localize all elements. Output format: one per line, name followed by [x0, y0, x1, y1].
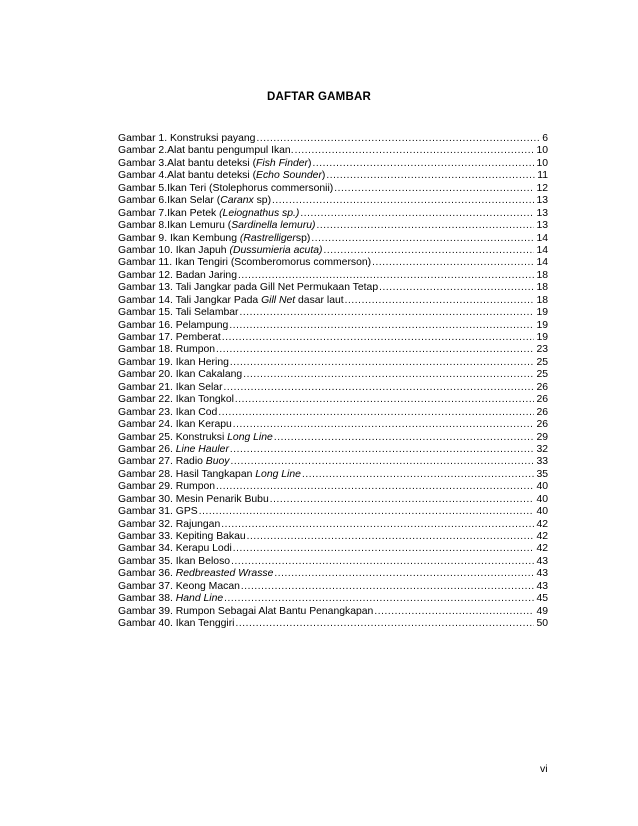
toc-entry-label-text: Gambar 21. Ikan Selar [118, 381, 223, 393]
toc-entry[interactable] [118, 320, 548, 332]
toc-entry-label-italic: (Rastrelliger [239, 232, 296, 244]
toc-entry-label-text: Gambar 17. Pemberat [118, 332, 221, 343]
toc-dot-leader [256, 133, 540, 145]
toc-entry-label [118, 295, 344, 307]
toc-dot-leader [235, 394, 535, 406]
toc-entry-label-text: Gambar 32. Rajungan [118, 518, 221, 530]
toc-entry-page: 42 [536, 518, 548, 530]
toc-dot-leader [199, 506, 535, 518]
toc-entry-label [118, 245, 322, 257]
toc-entry-label [118, 394, 234, 406]
toc-entry-label [118, 506, 198, 518]
toc-dot-leader [334, 183, 534, 195]
toc-entry-page: 26 [536, 419, 548, 431]
toc-entry-label [118, 469, 301, 481]
toc-entry[interactable] [118, 606, 548, 618]
toc-entry-label-italic: Buoy [205, 456, 230, 468]
toc-entry[interactable] [118, 344, 548, 356]
toc-entry-label [118, 618, 234, 630]
toc-dot-leader [224, 382, 535, 394]
toc-entry-label [118, 581, 240, 593]
toc-entry-label [118, 543, 232, 555]
toc-entry-page: 43 [536, 580, 548, 592]
toc-entry-page: 13 [536, 207, 548, 219]
toc-entry[interactable] [118, 145, 548, 157]
toc-entry-label [118, 208, 299, 220]
toc-entry[interactable] [118, 282, 548, 294]
toc-entry-label [118, 257, 371, 269]
toc-entry[interactable] [118, 456, 548, 468]
toc-entry-page: 14 [536, 232, 548, 244]
toc-entry[interactable] [118, 556, 548, 568]
toc-entry-label-italic: (Leiognathus sp.) [219, 207, 300, 219]
toc-entry[interactable] [118, 618, 548, 630]
toc-entry[interactable] [118, 270, 548, 282]
toc-entry-page: 45 [536, 593, 548, 605]
toc-entry-label-text: ) [321, 170, 326, 182]
toc-entry[interactable] [118, 357, 548, 369]
toc-entry-label-text: Gambar 4.Alat bantu deteksi ( [118, 170, 257, 182]
toc-dot-leader [274, 568, 534, 580]
toc-entry[interactable] [118, 208, 548, 220]
toc-entry-label [118, 332, 221, 344]
toc-entry-page: 19 [536, 307, 548, 319]
toc-dot-leader [235, 618, 534, 630]
toc-entry[interactable] [118, 295, 548, 307]
toc-entry-label [118, 357, 229, 369]
toc-entry-label [118, 320, 228, 332]
toc-dot-leader [323, 245, 534, 257]
toc-entry-page: 19 [536, 319, 548, 331]
toc-dot-leader [274, 432, 535, 444]
toc-entry[interactable] [118, 307, 548, 319]
toc-entry-label-text: Gambar 10. Ikan Japuh [118, 244, 230, 256]
toc-entry-label-text: Gambar 19. Ikan Hering [118, 356, 229, 368]
toc-entry-page: 19 [536, 332, 548, 343]
toc-entry-page: 50 [536, 618, 548, 630]
toc-entry-page: 32 [536, 443, 548, 455]
toc-entry-label [118, 145, 294, 157]
toc-entry-label-italic: (Dussumieria acuta) [229, 244, 323, 256]
toc-entry-page: 18 [536, 269, 548, 281]
toc-entry[interactable] [118, 332, 548, 344]
toc-dot-leader [295, 145, 535, 157]
toc-entry-page: 42 [536, 543, 548, 555]
toc-dot-leader [241, 581, 535, 593]
toc-entry-label [118, 183, 333, 195]
toc-entry-label [118, 419, 232, 431]
toc-entry-label-text: Gambar 25. Konstruksi [118, 431, 228, 443]
toc-entry-label-text: Gambar 7.Ikan Petek [118, 207, 220, 219]
toc-entry-label-italic: Hand Line [175, 593, 224, 605]
toc-entry[interactable] [118, 581, 548, 593]
toc-entry-label-text: Gambar 33. Kepiting Bakau [118, 531, 246, 542]
toc-entry-label [118, 344, 215, 356]
toc-entry-label-text: Gambar 3.Alat bantu deteksi ( [118, 157, 257, 169]
toc-dot-leader [229, 320, 534, 332]
toc-entry-label-text: Gambar 38. [118, 593, 176, 605]
toc-entry-page: 18 [536, 294, 548, 306]
toc-entry-label-italic: Redbreasted Wrasse [175, 568, 274, 580]
toc-entry-page: 26 [536, 394, 548, 406]
toc-entry-page: 42 [536, 531, 548, 542]
toc-entry-label-text: Gambar 23. Ikan Cod [118, 406, 218, 418]
toc-entry-page: 29 [536, 431, 548, 443]
toc-dot-leader [272, 195, 534, 207]
toc-entry-page: 14 [536, 244, 548, 256]
toc-dot-leader [374, 606, 534, 618]
toc-entry-label-text: Gambar 28. Hasil Tangkapan [118, 468, 256, 480]
toc-dot-leader [300, 208, 534, 220]
toc-entry[interactable] [118, 394, 548, 406]
toc-entry-label-text: Gambar 29. Rumpon [118, 481, 216, 493]
toc-entry-label [118, 195, 271, 207]
toc-dot-leader [243, 369, 534, 381]
toc-entry[interactable] [118, 220, 548, 232]
toc-dot-leader [230, 357, 535, 369]
toc-entry-page: 26 [536, 381, 548, 393]
toc-dot-leader [230, 456, 534, 468]
toc-dot-leader [218, 407, 534, 419]
toc-entry-label [118, 456, 229, 468]
toc-entry[interactable] [118, 432, 548, 444]
toc-entry-label-text: Gambar 39. Rumpon Sebagai Alat Bantu Penangkapan [118, 605, 374, 617]
toc-entry-label [118, 568, 273, 580]
toc-entry-page: 6 [542, 133, 548, 144]
toc-entry-label [118, 369, 242, 381]
toc-entry-label [118, 170, 325, 182]
toc-entry-label-italic: Sardinella lemuru) [231, 220, 316, 232]
toc-entry[interactable] [118, 407, 548, 419]
toc-entry-label-italic: Long Line [255, 468, 301, 480]
page-number: vi [540, 763, 548, 775]
toc-entry-label-text: Gambar 22. Ikan Tongkol [118, 394, 234, 406]
toc-entry-label [118, 432, 273, 444]
toc-entry-label-text: Gambar 12. Badan Jaring [118, 269, 237, 281]
toc-entry-label-text: Gambar 27. Radio [118, 456, 206, 468]
toc-entry[interactable] [118, 568, 548, 580]
toc-entry-page: 23 [536, 344, 548, 356]
toc-entry-label [118, 270, 237, 282]
toc-dot-leader [233, 543, 535, 555]
toc-entry-page: 12 [536, 182, 548, 194]
toc-entry-label-italic: Gill Net [261, 294, 296, 306]
toc-entry[interactable] [118, 593, 548, 605]
toc-entry-label [118, 531, 246, 543]
toc-entry-label-italic: Long Line [227, 431, 273, 443]
toc-entry-label [118, 494, 269, 506]
toc-entry-label-text: Gambar 14. Tali Jangkar Pada [118, 294, 262, 306]
toc-entry[interactable] [118, 419, 548, 431]
toc-dot-leader [317, 220, 535, 232]
toc-dot-leader [222, 332, 535, 344]
toc-entry-label [118, 407, 217, 419]
toc-entry-page: 40 [536, 493, 548, 505]
toc-entry-label-italic: Fish Finder [256, 157, 309, 169]
toc-entry[interactable] [118, 170, 548, 182]
toc-entry-label [118, 158, 311, 170]
toc-entry[interactable] [118, 245, 548, 257]
toc-entry[interactable] [118, 531, 548, 543]
toc-entry-label-text: Gambar 30. Mesin Penarik Bubu [118, 493, 269, 505]
toc-dot-leader [345, 295, 535, 307]
toc-dot-leader [238, 270, 534, 282]
toc-entry-page: 25 [536, 356, 548, 368]
toc-entry[interactable] [118, 543, 548, 555]
toc-entry-label-text: Gambar 37. Keong Macan [118, 580, 240, 592]
toc-entry[interactable] [118, 233, 548, 245]
toc-entry[interactable] [118, 506, 548, 518]
toc-entry-label-text: Gambar 16. Pelampung [118, 319, 229, 331]
toc-entry-label-text: Gambar 11. Ikan Tengiri (Scomberomorus commerson) [118, 257, 372, 269]
toc-entry-label-text: Gambar 6.Ikan Selar ( [118, 195, 221, 207]
toc-entry[interactable] [118, 469, 548, 481]
toc-entry-page: 14 [536, 257, 548, 269]
toc-entry-page: 26 [536, 406, 548, 418]
toc-entry-page: 10 [536, 145, 548, 157]
toc-entry-label-text: Gambar 40. Ikan Tenggiri [118, 618, 235, 630]
toc-entry-label [118, 233, 310, 245]
toc-entry-label-text: Gambar 20. Ikan Cakalang [118, 369, 243, 381]
toc-entry-label-text: Gambar 36. [118, 568, 176, 580]
toc-entry[interactable] [118, 183, 548, 195]
toc-entry-page: 40 [536, 506, 548, 518]
toc-dot-leader [247, 531, 535, 543]
toc-entry-label-text: Gambar 15. Tali Selambar [118, 307, 239, 319]
toc-entry[interactable] [118, 444, 548, 456]
toc-dot-leader [233, 419, 535, 431]
toc-entry-label-text: dasar laut [295, 294, 344, 306]
toc-entry-label-text: Gambar 1. Konstruksi payang [118, 133, 256, 144]
toc-entry[interactable] [118, 133, 548, 145]
toc-entry-page: 13 [536, 220, 548, 232]
toc-entry[interactable] [118, 519, 548, 531]
toc-entry-label-text: ) [308, 157, 312, 169]
toc-entry-label [118, 133, 255, 145]
list-of-figures [118, 133, 548, 631]
toc-dot-leader [302, 469, 535, 481]
toc-entry-label [118, 606, 373, 618]
toc-entry[interactable] [118, 481, 548, 493]
toc-entry-page: 35 [536, 468, 548, 480]
toc-entry-label-italic: Line Hauler [175, 443, 229, 455]
toc-entry-page: 40 [536, 481, 548, 493]
toc-entry-label-italic: Echo Sounder [256, 170, 322, 182]
toc-entry-page: 11 [537, 170, 548, 182]
toc-entry-page: 13 [536, 195, 548, 207]
toc-entry-label-text: Gambar 34. Kerapu Lodi [118, 543, 232, 555]
toc-entry-label-text: Gambar 31. GPS [118, 506, 198, 518]
toc-entry-label-italic: Caranx [220, 195, 254, 207]
toc-entry-page: 33 [536, 456, 548, 468]
toc-entry-label [118, 444, 229, 456]
toc-entry-page: 25 [536, 369, 548, 381]
toc-entry[interactable] [118, 369, 548, 381]
toc-entry[interactable] [118, 257, 548, 269]
toc-entry-page: 49 [536, 605, 548, 617]
toc-entry-page: 18 [536, 282, 548, 294]
toc-dot-leader [230, 444, 535, 456]
toc-entry-label [118, 382, 223, 394]
toc-entry-label-text: Gambar 8.Ikan Lemuru ( [118, 220, 232, 232]
toc-entry-label [118, 307, 239, 319]
toc-entry-label-text: Gambar 9. Ikan Kembung [118, 232, 240, 244]
toc-entry-label-text: sp) [295, 232, 311, 244]
page-title: DAFTAR GAMBAR [267, 91, 371, 103]
toc-entry-label-text: Gambar 5.Ikan Teri (Stolephorus commersonii) [118, 182, 334, 194]
toc-dot-leader [224, 593, 534, 605]
toc-entry-label-text: Gambar 13. Tali Jangkar pada Gill Net Permukaan Tetap [118, 282, 379, 294]
toc-entry-label-text: sp) [253, 195, 272, 207]
toc-dot-leader [311, 233, 534, 245]
toc-entry-label-text: Gambar 18. Rumpon [118, 344, 216, 356]
toc-dot-leader [312, 158, 534, 170]
toc-dot-leader [231, 556, 534, 568]
toc-dot-leader [326, 170, 535, 182]
toc-entry[interactable] [118, 195, 548, 207]
toc-entry-label-text: Gambar 24. Ikan Kerapu [118, 419, 232, 431]
toc-dot-leader [372, 257, 534, 269]
toc-dot-leader [221, 519, 534, 531]
toc-entry[interactable] [118, 494, 548, 506]
toc-entry-label [118, 593, 223, 605]
toc-entry-label [118, 519, 220, 531]
toc-entry-page: 43 [536, 555, 548, 567]
toc-entry-page: 43 [536, 568, 548, 580]
toc-dot-leader [216, 344, 534, 356]
toc-dot-leader [270, 494, 535, 506]
toc-entry-label [118, 282, 378, 294]
toc-entry-page: 10 [536, 157, 548, 169]
toc-dot-leader [379, 282, 534, 294]
toc-entry-label-text: Gambar 2.Alat bantu pengumpul Ikan. [118, 145, 294, 157]
toc-dot-leader [216, 481, 534, 493]
toc-entry[interactable] [118, 382, 548, 394]
toc-entry-label-text: Gambar 26. [118, 443, 176, 455]
toc-entry[interactable] [118, 158, 548, 170]
toc-entry-label [118, 556, 230, 568]
toc-entry-label [118, 220, 316, 232]
toc-entry-label-text: Gambar 35. Ikan Beloso [118, 555, 231, 567]
toc-entry-label [118, 481, 215, 493]
toc-dot-leader [240, 307, 535, 319]
